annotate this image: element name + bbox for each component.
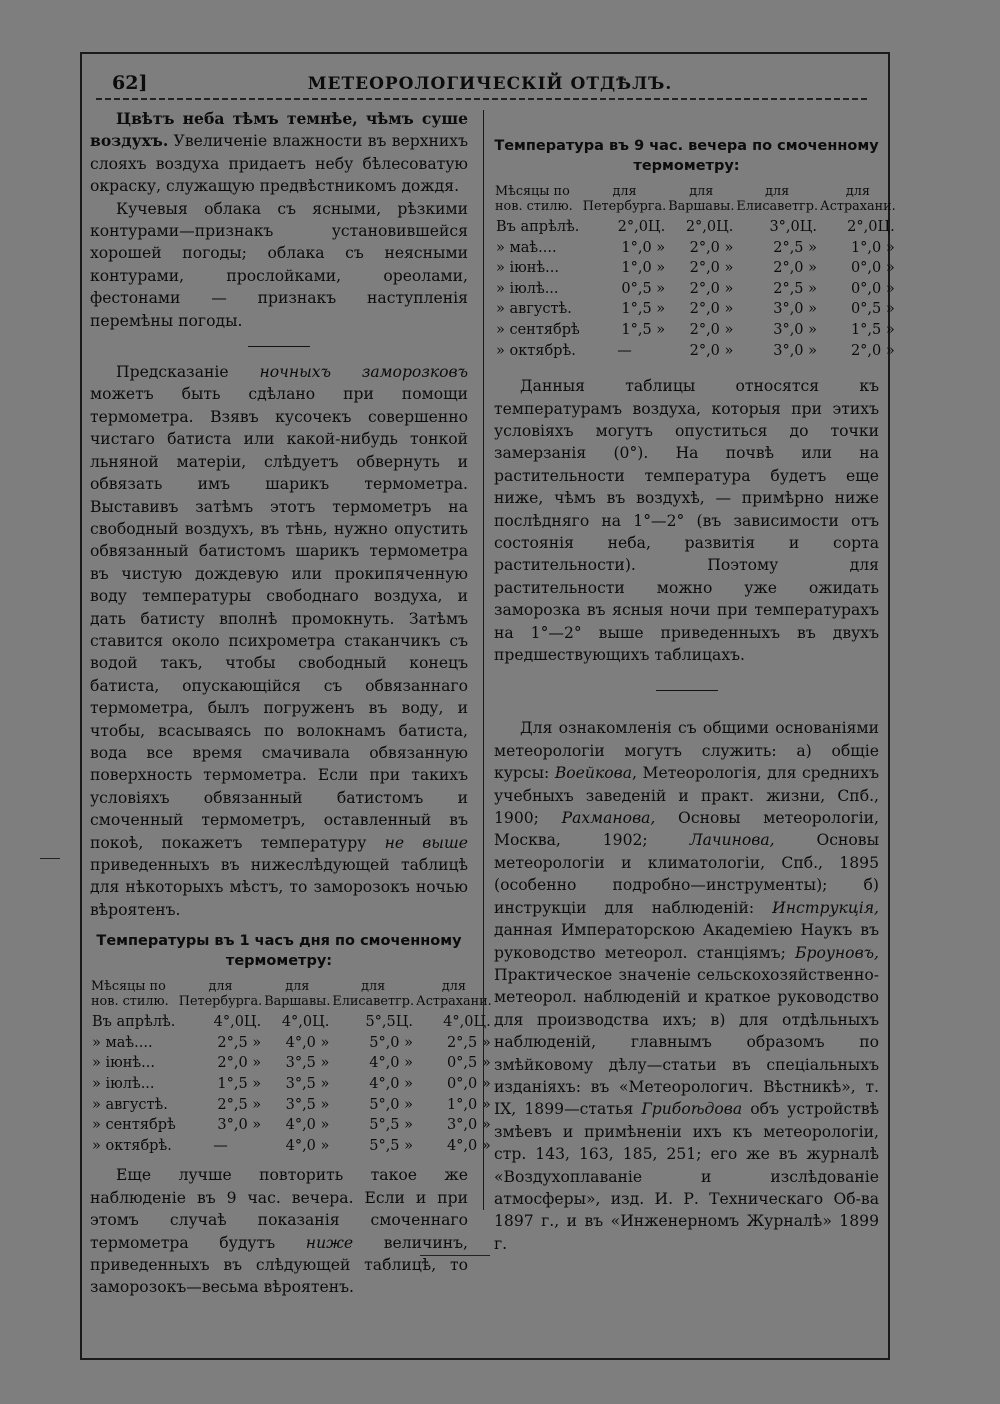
temperature-cell: 2°,0 »	[689, 342, 734, 359]
temperature-cell: —	[617, 342, 632, 359]
temperature-cell: 2°,5 »	[773, 239, 818, 256]
month-cell: » маѣ....	[92, 1034, 153, 1051]
temperature-cell: 1°,0 »	[446, 1096, 491, 1113]
page-number: 62]	[112, 72, 148, 94]
paragraph-frost-prediction: Предсказаніе ночныхъ заморозковъ можетъ быть сдѣлано при помощи термометра. Взявъ кусочекъ совершенно чистаго батиста или какой-нибудь тонкой льняной матеріи, слѣдуетъ обвернуть и обвязать имъ шарикъ термометра. Выставивъ затѣмъ этотъ термометръ на свободный воздухъ, въ тѣнь, нужно опустить обвязанный батистомъ шарикъ термометра въ чистую дождевую или прокипяченную воду температуры свободнаго воздуха, и дать батисту вполнѣ промокнуть. Затѣмъ ставится около психрометра стаканчикъ съ водой такъ, чтобы свободный конецъ батиста, опускающійся съ обвязаннаго термометра, былъ погруженъ въ воду, и чтобы, всасываясь по волокнамъ батиста, вода все время смачивала обвязанную поверхность термометра. Если при такихъ условіяхъ обвязанный батистомъ и смоченный термометръ, оставленный въ покоѣ, покажетъ температуру не выше приведенныхъ въ нижеслѣдующей таблицѣ для нѣкоторыхъ мѣстъ, то заморозокъ ночью вѣроятенъ.	[90, 363, 469, 919]
month-cell: » іюлѣ...	[92, 1076, 155, 1092]
table-row	[90, 1012, 493, 1033]
temperature-cell: 2°,0 »	[850, 342, 895, 359]
temperature-cell: 4°,0 »	[285, 1137, 330, 1154]
right-column	[494, 108, 896, 1255]
month-cell: » іюнѣ...	[92, 1055, 155, 1072]
table-header-cell: для Варшавы.	[264, 979, 331, 1010]
temperature-cell: 3°,0Ц.	[769, 219, 818, 235]
table-header-cell: Мѣсяцы по нов. стилю.	[91, 979, 169, 1010]
temperature-cell: 4°,0 »	[369, 1076, 414, 1092]
table1-title: Температуры въ 1 часъ дня по смоченному термометру:	[96, 933, 462, 970]
temperature-cell: 2°,0 »	[217, 1055, 262, 1072]
temperature-cell: 2°,0 »	[689, 301, 734, 318]
month-cell: » октябрѣ.	[496, 342, 576, 359]
month-cell: » сентябрѣ	[496, 321, 580, 338]
temperature-cell: 2°,5 »	[217, 1034, 262, 1051]
page-header	[110, 70, 870, 98]
temperature-cell: 5°,5 »	[369, 1137, 414, 1154]
temperature-cell: 3°,0 »	[217, 1117, 262, 1134]
temperature-cell: 0°,5 »	[850, 301, 895, 318]
temperature-cell: 4°,0 »	[285, 1034, 330, 1051]
temperature-cell: 1°,0 »	[850, 239, 895, 256]
table-row	[90, 1053, 493, 1074]
temperature-cell: —	[213, 1137, 228, 1154]
margin-dash	[40, 858, 60, 859]
temperature-cell: 2°,0Ц.	[847, 219, 895, 235]
month-cell: Въ апрѣлѣ.	[496, 219, 580, 235]
temperature-cell: 2°,5 »	[773, 280, 818, 297]
table-row	[494, 279, 897, 300]
table-row	[494, 238, 897, 259]
month-cell: » августѣ.	[92, 1096, 168, 1113]
paragraph-clouds: Кучевыя облака съ ясными, рѣзкими контурами—признакъ установившейся хорошей погоды; облака съ неясными контурами, прослойками, ореолами, фестонами — признакъ наступленія перемѣны погоды.	[90, 199, 468, 330]
temperature-cell: 3°,5 »	[285, 1096, 330, 1113]
temperature-cell: 1°,5 »	[621, 301, 666, 318]
temperature-cell: 0°,5 »	[446, 1055, 491, 1072]
temperature-cell: 0°,0 »	[850, 280, 895, 297]
table-row	[494, 217, 897, 238]
table-header-cell: для Варшавы.	[668, 184, 735, 214]
temperature-cell: 1°,5 »	[217, 1076, 262, 1092]
paragraph-table-note: Данныя таблицы относятся къ температурамъ воздуха, которыя при этихъ условіяхъ могутъ опуститься до точки замерзанія (0°). На почвѣ или на растительности температура будетъ еще ниже, чѣмъ въ воздухѣ, — примѣрно ниже послѣдняго на 1°—2° (въ зависимости отъ состоянія неба, развитія и сорта растительности). Поэтому для растительности можно уже ожидать заморозка въ ясныя ночи при температурахъ на 1°—2° выше приведенныхъ въ двухъ предшествующихъ таблицахъ.	[494, 377, 879, 665]
temperature-cell: 2°,0 »	[689, 260, 734, 277]
paragraph-evening: Еще лучше повторить такое же наблюденіе въ 9 час. вечера. Если и при этомъ случаѣ показанія смоченнаго термометра будутъ ниже величинъ, приведенныхъ въ слѣдующей таблицѣ, то заморозокъ—весьма вѣроятенъ.	[90, 1166, 468, 1297]
temperature-cell: 1°,5 »	[850, 321, 895, 338]
temperature-cell: 2°,5 »	[217, 1096, 262, 1113]
temperature-cell: 5°,5 »	[369, 1117, 414, 1134]
month-cell: » августѣ.	[496, 301, 572, 318]
footer-rule	[420, 1255, 490, 1256]
table-header-cell: для Петербурга.	[582, 184, 667, 214]
table-row	[90, 1074, 493, 1095]
temperature-cell: 0°,0 »	[850, 260, 895, 277]
temperature-cell: 3°,5 »	[285, 1055, 330, 1072]
temperature-cell: 3°,0 »	[773, 342, 818, 359]
temperature-cell: 5°,0 »	[369, 1034, 414, 1051]
section-rule	[248, 346, 310, 347]
table-9pm	[494, 184, 897, 361]
paragraph-references: Для ознакомленія съ общими основаніями метеорологіи могутъ служить: а) общіе курсы: Воейкова, Метеорологія, для среднихъ учебныхъ заведеній и практ. жизни, Спб., 1900; Рахманова, Основы метеорологіи, Москва, 1902; Лачинова, Основы метеорологіи и климатологіи, Спб., 1895 (особенно подробно—инструменты); б) инструкціи для наблюденій: Инструкція, данная Императорскою Академіею Наукъ въ руководство метеорол. станціямъ; Броуновъ, Практическое значеніе сельскохозяйственно-метеорол. наблюденій и краткое руководство для производства ихъ; в) для отдѣльныхъ наблюденій, главнымъ образомъ по змѣйковому дѣлу—статьи въ спеціальныхъ изданіяхъ: въ «Метеорологич. Вѣстникѣ», т. IX, 1899—статья Грибоѣдова объ устройствѣ змѣевъ и примѣненіи ихъ къ метеорологіи, стр. 143, 163, 185, 251; его же въ журналѣ «Воздухоплаваніе и изслѣдованіе атмосферы», изд. И. Р. Техническаго Об-ва 1897 г., и въ «Инженерномъ Журналѣ» 1899 г.	[494, 719, 879, 1253]
temperature-cell: 1°,0 »	[621, 239, 666, 256]
temperature-cell: 2°,0Ц.	[617, 219, 666, 235]
temperature-cell: 3°,0 »	[773, 321, 818, 338]
table-header-cell: для Астрахани.	[416, 979, 492, 1010]
table-row	[90, 1115, 493, 1136]
table-header-cell: для Астрахани.	[820, 184, 896, 214]
temperature-cell: 2°,0 »	[689, 321, 734, 338]
temperature-cell: 3°,5 »	[285, 1076, 330, 1092]
temperature-cell: 3°,0 »	[773, 301, 818, 318]
table-header-cell: для Петербурга.	[178, 979, 263, 1010]
temperature-cell: 4°,0 »	[285, 1117, 330, 1134]
temperature-cell: 0°,5 »	[621, 280, 666, 297]
month-cell: » іюлѣ...	[496, 280, 559, 297]
running-head: МЕТЕОРОЛОГИЧЕСКІЙ ОТДѢЛЪ.	[307, 74, 673, 94]
table2-title: Температура въ 9 час. вечера по смоченному термометру:	[494, 138, 879, 174]
month-cell: » сентябрѣ	[92, 1117, 176, 1134]
temperature-cell: 2°,0 »	[689, 280, 734, 297]
temperature-cell: 4°,0Ц.	[213, 1014, 262, 1031]
table-header-cell: для Елисаветгр.	[736, 184, 819, 214]
temperature-cell: 1°,5 »	[621, 321, 666, 338]
month-cell: Въ апрѣлѣ.	[92, 1014, 176, 1031]
temperature-cell: 2°,0Ц.	[685, 219, 734, 235]
table-row	[90, 1136, 493, 1157]
table-row	[494, 320, 897, 341]
table-row	[90, 1033, 493, 1054]
header-rule	[96, 98, 870, 100]
month-cell: » іюнѣ...	[496, 260, 559, 277]
month-cell: » октябрѣ.	[92, 1137, 172, 1154]
temperature-cell: 3°,0 »	[446, 1117, 491, 1134]
temperature-cell: 1°,0 »	[621, 260, 666, 277]
paragraph-sky-color: Цвѣтъ неба тѣмъ темнѣе, чѣмъ суше воздухъ. Увеличеніе влажности въ верхнихъ слояхъ воздуха придаетъ небу бѣлесоватую окраску, служащую предвѣстникомъ дождя.	[90, 109, 468, 196]
temperature-cell: 5°,0 »	[369, 1096, 414, 1113]
table-header-cell: Мѣсяцы по нов. стилю.	[495, 184, 573, 214]
section-rule	[656, 690, 718, 691]
temperature-cell: 4°,0 »	[446, 1137, 491, 1154]
temperature-cell: 2°,5 »	[446, 1034, 491, 1051]
temperature-cell: 2°,0 »	[689, 239, 734, 256]
left-column	[90, 108, 492, 1299]
temperature-cell: 5°,5Ц.	[365, 1014, 414, 1031]
temperature-cell: 4°,0Ц.	[443, 1014, 491, 1031]
temperature-cell: 4°,0Ц.	[281, 1014, 330, 1031]
temperature-cell: 4°,0 »	[369, 1055, 414, 1072]
table-1pm	[90, 979, 493, 1156]
table-row	[494, 341, 897, 362]
temperature-cell: 0°,0 »	[446, 1076, 491, 1092]
temperature-cell: 2°,0 »	[773, 260, 818, 277]
table-row	[494, 258, 897, 279]
month-cell: » маѣ....	[496, 239, 557, 256]
table-row	[494, 299, 897, 320]
table-row	[90, 1095, 493, 1116]
table-header-cell: для Елисаветгр.	[332, 979, 415, 1010]
